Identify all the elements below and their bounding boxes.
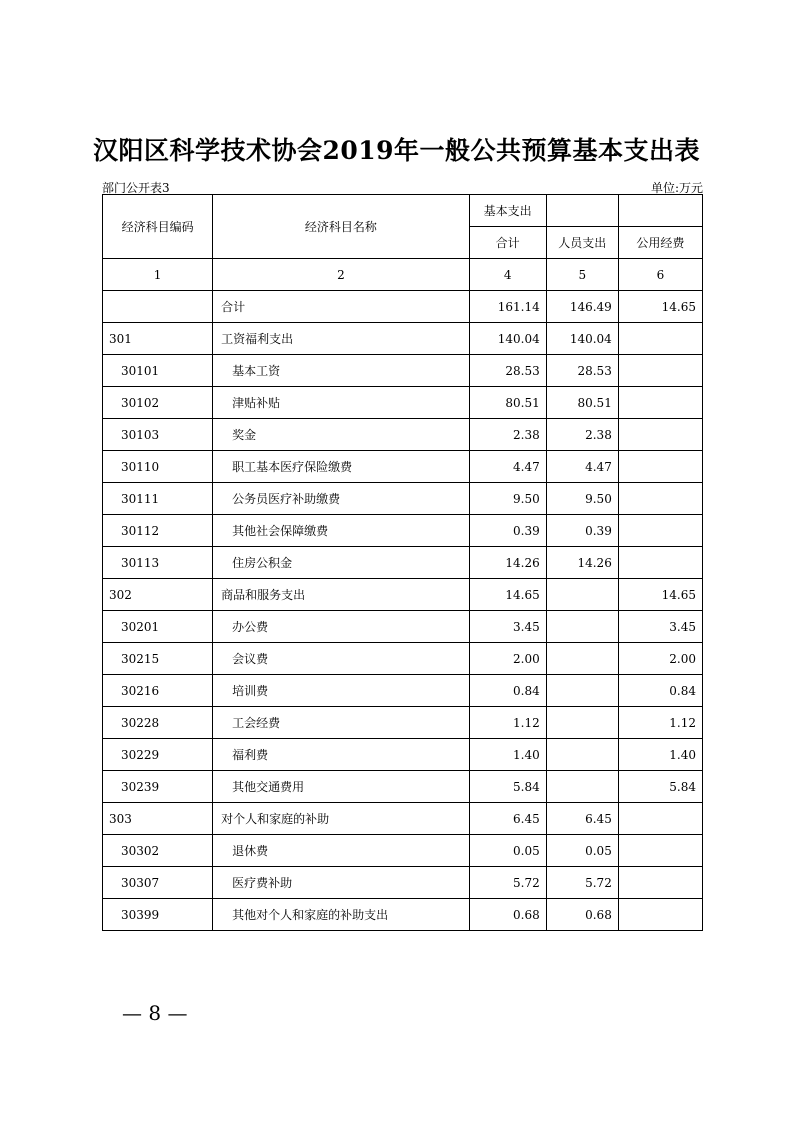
row-code: 30103 <box>103 419 213 451</box>
row-name: 工资福利支出 <box>213 323 469 355</box>
row-code: 30111 <box>103 483 213 515</box>
row-public <box>618 835 702 867</box>
row-personnel <box>546 675 618 707</box>
row-personnel: 5.72 <box>546 867 618 899</box>
row-total: 2.00 <box>469 643 546 675</box>
budget-table <box>102 194 703 931</box>
header-total: 合计 <box>469 227 546 259</box>
row-public <box>618 355 702 387</box>
row-code: 303 <box>103 803 213 835</box>
row-total: 1.40 <box>469 739 546 771</box>
row-total: 161.14 <box>469 291 546 323</box>
table-row <box>103 483 703 515</box>
row-public <box>618 899 702 931</box>
column-number: 4 <box>469 259 546 291</box>
table-row <box>103 451 703 483</box>
row-total: 1.12 <box>469 707 546 739</box>
row-personnel <box>546 579 618 611</box>
row-public <box>618 323 702 355</box>
row-total: 14.26 <box>469 547 546 579</box>
row-personnel: 2.38 <box>546 419 618 451</box>
row-code: 30201 <box>103 611 213 643</box>
row-name: 商品和服务支出 <box>213 579 469 611</box>
row-public: 0.84 <box>618 675 702 707</box>
row-public: 2.00 <box>618 643 702 675</box>
table-row <box>103 515 703 547</box>
row-personnel: 9.50 <box>546 483 618 515</box>
row-name: 对个人和家庭的补助 <box>213 803 469 835</box>
column-number: 1 <box>103 259 213 291</box>
row-code: 302 <box>103 579 213 611</box>
row-personnel <box>546 707 618 739</box>
table-row <box>103 579 703 611</box>
row-personnel: 28.53 <box>546 355 618 387</box>
row-code: 30307 <box>103 867 213 899</box>
row-public <box>618 515 702 547</box>
row-code: 30216 <box>103 675 213 707</box>
row-total: 4.47 <box>469 451 546 483</box>
table-row <box>103 419 703 451</box>
row-total: 0.84 <box>469 675 546 707</box>
row-name: 其他对个人和家庭的补助支出 <box>213 899 469 931</box>
row-public <box>618 547 702 579</box>
row-total: 0.05 <box>469 835 546 867</box>
row-public: 1.12 <box>618 707 702 739</box>
row-name: 培训费 <box>213 675 469 707</box>
row-public <box>618 419 702 451</box>
page-number: — 8 — <box>122 1001 188 1025</box>
table-row <box>103 547 703 579</box>
row-public: 5.84 <box>618 771 702 803</box>
row-code: 30399 <box>103 899 213 931</box>
row-personnel: 6.45 <box>546 803 618 835</box>
header-empty <box>618 195 702 227</box>
row-code: 301 <box>103 323 213 355</box>
row-personnel: 4.47 <box>546 451 618 483</box>
row-personnel: 0.39 <box>546 515 618 547</box>
row-code: 30113 <box>103 547 213 579</box>
row-total: 5.72 <box>469 867 546 899</box>
row-total: 28.53 <box>469 355 546 387</box>
row-name: 工会经费 <box>213 707 469 739</box>
header-personnel: 人员支出 <box>546 227 618 259</box>
header-empty <box>546 195 618 227</box>
row-name: 退休费 <box>213 835 469 867</box>
row-public <box>618 867 702 899</box>
row-total: 0.39 <box>469 515 546 547</box>
row-total: 5.84 <box>469 771 546 803</box>
row-name: 津贴补贴 <box>213 387 469 419</box>
row-code: 30302 <box>103 835 213 867</box>
row-public: 3.45 <box>618 611 702 643</box>
table-row <box>103 803 703 835</box>
row-public <box>618 451 702 483</box>
row-personnel: 140.04 <box>546 323 618 355</box>
unit-label: 单位:万元 <box>650 181 703 195</box>
header-code: 经济科目编码 <box>103 195 213 259</box>
row-personnel <box>546 771 618 803</box>
row-code <box>103 291 213 323</box>
row-name: 会议费 <box>213 643 469 675</box>
table-row <box>103 611 703 643</box>
row-code: 30101 <box>103 355 213 387</box>
row-code: 30228 <box>103 707 213 739</box>
table-row <box>103 835 703 867</box>
row-code: 30110 <box>103 451 213 483</box>
row-total: 6.45 <box>469 803 546 835</box>
row-code: 30112 <box>103 515 213 547</box>
table-row <box>103 355 703 387</box>
table-row <box>103 643 703 675</box>
row-total: 3.45 <box>469 611 546 643</box>
row-public <box>618 387 702 419</box>
column-number: 6 <box>618 259 702 291</box>
row-total: 80.51 <box>469 387 546 419</box>
header-row <box>103 195 703 227</box>
row-name: 办公费 <box>213 611 469 643</box>
row-total: 0.68 <box>469 899 546 931</box>
row-name: 住房公积金 <box>213 547 469 579</box>
row-public <box>618 803 702 835</box>
row-name: 福利费 <box>213 739 469 771</box>
row-name: 其他社会保障缴费 <box>213 515 469 547</box>
table-row <box>103 739 703 771</box>
row-personnel: 0.05 <box>546 835 618 867</box>
table-row <box>103 707 703 739</box>
row-code: 30229 <box>103 739 213 771</box>
column-number: 2 <box>213 259 469 291</box>
row-name: 职工基本医疗保险缴费 <box>213 451 469 483</box>
row-personnel: 0.68 <box>546 899 618 931</box>
row-public: 1.40 <box>618 739 702 771</box>
table-row <box>103 387 703 419</box>
page-title: 汉阳区科学技术协会2019年一般公共预算基本支出表 <box>92 136 701 165</box>
row-personnel <box>546 739 618 771</box>
row-total: 14.65 <box>469 579 546 611</box>
row-personnel: 14.26 <box>546 547 618 579</box>
row-name: 合计 <box>213 291 469 323</box>
column-number: 5 <box>546 259 618 291</box>
row-public: 14.65 <box>618 579 702 611</box>
table-row <box>103 867 703 899</box>
row-name: 其他交通费用 <box>213 771 469 803</box>
column-number-row <box>103 259 703 291</box>
row-name: 奖金 <box>213 419 469 451</box>
row-total: 9.50 <box>469 483 546 515</box>
row-name: 公务员医疗补助缴费 <box>213 483 469 515</box>
form-number: 部门公开表3 <box>102 181 170 195</box>
row-code: 30102 <box>103 387 213 419</box>
table-row <box>103 291 703 323</box>
row-personnel: 80.51 <box>546 387 618 419</box>
header-basic: 基本支出 <box>469 195 546 227</box>
row-total: 140.04 <box>469 323 546 355</box>
row-public <box>618 483 702 515</box>
row-code: 30239 <box>103 771 213 803</box>
header-name: 经济科目名称 <box>213 195 469 259</box>
row-public: 14.65 <box>618 291 702 323</box>
row-name: 基本工资 <box>213 355 469 387</box>
table-row <box>103 675 703 707</box>
row-personnel <box>546 611 618 643</box>
table-row <box>103 323 703 355</box>
row-name: 医疗费补助 <box>213 867 469 899</box>
table-row <box>103 899 703 931</box>
row-personnel: 146.49 <box>546 291 618 323</box>
table-row <box>103 771 703 803</box>
row-code: 30215 <box>103 643 213 675</box>
row-total: 2.38 <box>469 419 546 451</box>
row-personnel <box>546 643 618 675</box>
header-public: 公用经费 <box>618 227 702 259</box>
